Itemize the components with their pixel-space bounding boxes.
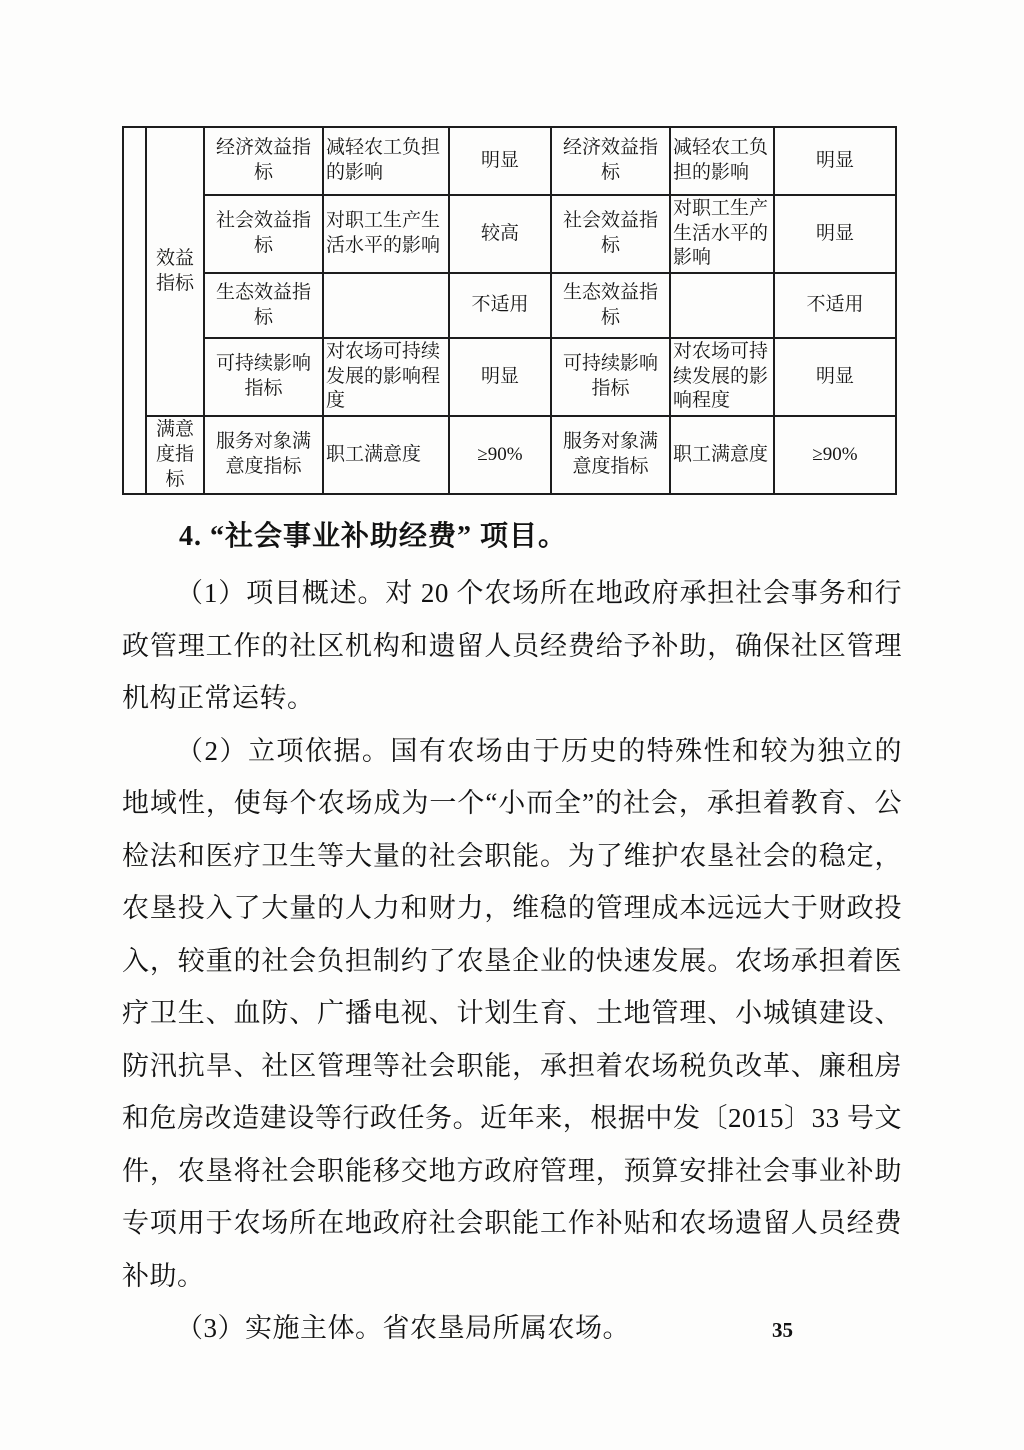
table-cell-target-value: ≥90% (449, 416, 551, 494)
table-cell-target-value: ≥90% (774, 416, 896, 494)
table-cell-indicator-desc: 对职工生产生活水平的影响 (323, 195, 449, 273)
table-cell-indicator-desc: 职工满意度 (323, 416, 449, 494)
table-cell-target-value: 明显 (449, 338, 551, 416)
table-cell-target-value: 较高 (449, 195, 551, 273)
table-row (123, 127, 896, 195)
table-row (123, 195, 896, 273)
table-cell-indicator-desc (323, 273, 449, 338)
table-cell-target-value: 不适用 (449, 273, 551, 338)
table-cell-indicator-name: 社会效益指标 (551, 195, 670, 273)
paragraph-project-overview: （1）项目概述。对 20 个农场所在地政府承担社会事务和行政管理工作的社区机构和遗留人员经费给予补助，确保社区管理机构正常运转。 (122, 578, 902, 714)
section-heading: 4. “社会事业补助经费” 项目。 (179, 521, 568, 553)
table-cell-indicator-name: 社会效益指标 (204, 195, 323, 273)
table-row (123, 273, 896, 338)
table-cell-indicator-desc: 对农场可持续发展的影响程度 (670, 338, 774, 416)
table-row (123, 338, 896, 416)
table-cell-empty-margin (123, 127, 146, 494)
table-cell-target-value: 明显 (449, 127, 551, 195)
evaluation-indicator-table (122, 126, 897, 495)
table-cell-indicator-name: 服务对象满意度指标 (204, 416, 323, 494)
table-cell-indicator-name: 可持续影响指标 (551, 338, 670, 416)
table-cell-indicator-desc (670, 273, 774, 338)
paragraph-project-basis: （2）立项依据。国有农场由于历史的特殊性和较为独立的地域性，使每个农场成为一个“小而全”的社会，承担着教育、公检法和医疗卫生等大量的社会职能。为了维护农垦社会的稳定，农垦投入了大量的人力和财力，维稳的管理成本远远大于财政投入，较重的社会负担制约了农垦企业的快速发展。农场承担着医疗卫生、血防、广播电视、计划生育、土地管理、小城镇建设、防汛抗旱、社区管理等社会职能，承担着农场税负改革、廉租房和危房改造建设等行政任务。近年来，根据中发〔2015〕33 号文件，农垦将社会职能移交地方政府管理，预算安排社会事业补助专项用于农场所在地政府社会职能工作补贴和农场遗留人员经费补助。 (122, 735, 902, 1291)
table-cell-indicator-desc: 减轻农工负担的影响 (670, 127, 774, 195)
table-row (123, 416, 896, 494)
table-cell-indicator-name: 服务对象满意度指标 (551, 416, 670, 494)
table-cell-indicator-name: 经济效益指标 (551, 127, 670, 195)
table-cell-indicator-desc: 职工满意度 (670, 416, 774, 494)
table-cell-target-value: 明显 (774, 338, 896, 416)
table-cell-target-value: 明显 (774, 127, 896, 195)
paragraph-implementing-body: （3）实施主体。省农垦局所属农场。 (176, 1313, 630, 1344)
table-cell-indicator-desc: 对职工生产生活水平的影响 (670, 195, 774, 273)
table-cell-indicator-name: 生态效益指标 (551, 273, 670, 338)
table-cell-indicator-name: 经济效益指标 (204, 127, 323, 195)
table-cell-indicator-desc: 对农场可持续发展的影响程度 (323, 338, 449, 416)
page-number: 35 (772, 1318, 793, 1342)
table-cell-target-value: 不适用 (774, 273, 896, 338)
table-cell-indicator-name: 生态效益指标 (204, 273, 323, 338)
table-cell-group-satisfaction: 满意度指标 (146, 416, 204, 494)
table-cell-target-value: 明显 (774, 195, 896, 273)
page-content (122, 126, 902, 1355)
table-cell-indicator-name: 可持续影响指标 (204, 338, 323, 416)
table-cell-group-benefit: 效益指标 (146, 127, 204, 416)
table-cell-indicator-desc: 减轻农工负担的影响 (323, 127, 449, 195)
